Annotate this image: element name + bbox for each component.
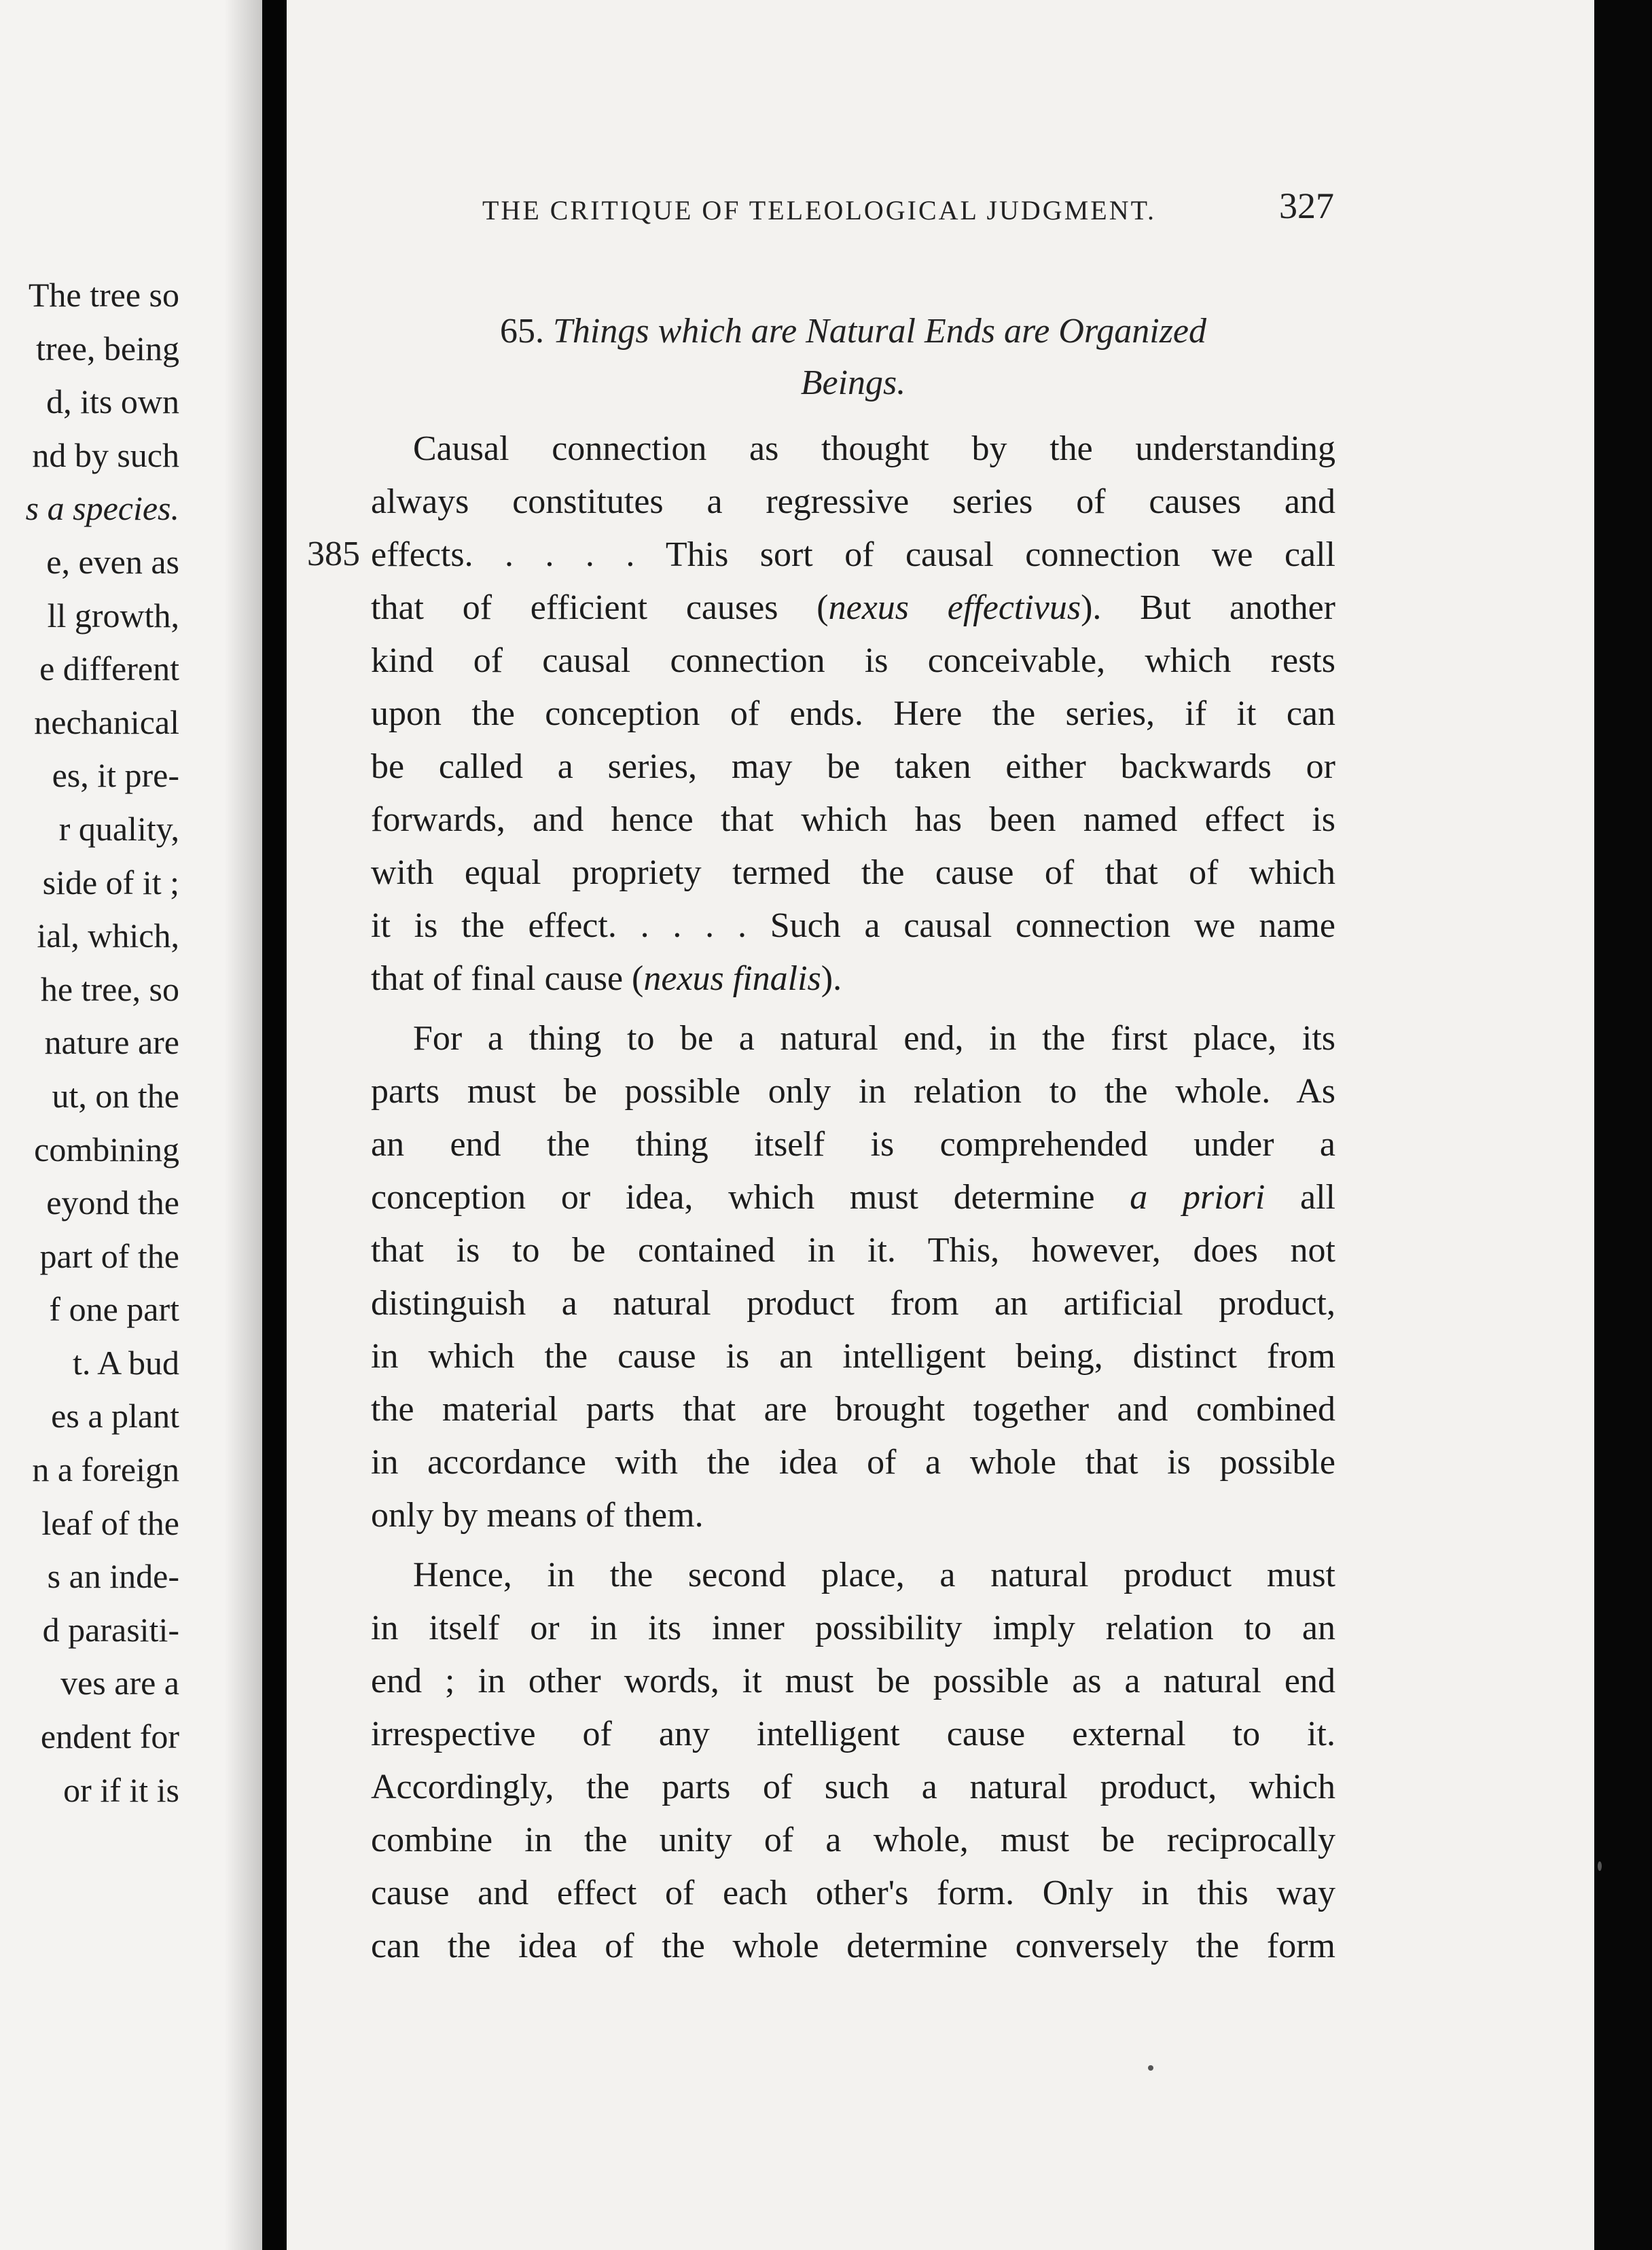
text-line: combine in the unity of a whole, must be reciprocally: [371, 1821, 1335, 1859]
latin-term: nexus effectivus: [828, 588, 1081, 627]
left-page-line: ves are a: [60, 1664, 179, 1702]
text-line: always constitutes a regressive series of causes and: [371, 482, 1335, 521]
text-line: Hence, in the second place, a natural product must: [413, 1556, 1335, 1594]
left-page-line: [0, 482, 179, 535]
left-page-line: nature are: [44, 1023, 179, 1062]
gutter-shadow: [224, 0, 262, 2250]
text-line: kind of causal connection is conceivable, which rests: [371, 641, 1335, 680]
left-page-line: s an inde-: [47, 1557, 179, 1596]
book-gutter: [262, 0, 287, 2250]
text-line: that is to be contained in it. This, however, does not: [371, 1231, 1335, 1270]
text-line: the material parts that are brought together and combined: [371, 1390, 1335, 1429]
text-line: cause and effect of each other's form. Only in this way: [371, 1874, 1335, 1912]
left-page-line-italic: s a species.: [25, 489, 179, 528]
left-page-line: f one part: [49, 1290, 179, 1329]
latin-term: a priori: [1130, 1178, 1265, 1217]
left-page-line: t. A bud: [73, 1343, 179, 1382]
section-title-line-1: Things which are Natural Ends are Organized: [552, 312, 1207, 351]
text-line: can the idea of the whole determine conversely the form: [371, 1927, 1335, 1965]
paper-speck: [1598, 1861, 1602, 1871]
left-page-line: endent for: [40, 1717, 179, 1756]
left-page-line: ial, which,: [37, 916, 179, 955]
left-page-text: [0, 268, 179, 1817]
text-segment: that of efficient causes (: [371, 588, 829, 627]
left-page-line: tree, being: [35, 329, 179, 368]
text-line: irrespective of any intelligent cause external to it.: [371, 1715, 1335, 1753]
left-page-line: ut, on the: [52, 1076, 179, 1115]
margin-reference-number: 385: [307, 535, 360, 573]
left-page-line: part of the: [39, 1236, 179, 1275]
text-line: [371, 952, 1335, 1005]
section-heading-line-1: [371, 306, 1335, 357]
text-line: upon the conception of ends. Here the series, if it can: [371, 694, 1335, 733]
text-line: distinguish a natural product from an artificial product,: [371, 1284, 1335, 1323]
left-page-line: es a plant: [51, 1397, 179, 1435]
left-page-line: leaf of the: [41, 1503, 179, 1542]
left-page-line: eyond the: [46, 1183, 179, 1222]
left-page-line: he tree, so: [40, 969, 179, 1008]
text-line: in accordance with the idea of a whole that is possible: [371, 1443, 1335, 1482]
left-page-line: e, even as: [46, 542, 179, 581]
text-segment: that of final cause (: [371, 959, 644, 998]
text-line: parts must be possible only in relation to the whole. As: [371, 1072, 1335, 1111]
text-line: end ; in other words, it must be possible as a natural end: [371, 1662, 1335, 1700]
latin-term: nexus finalis: [643, 959, 821, 998]
text-line: effects. . . . . This sort of causal connection we call: [371, 535, 1335, 574]
text-line: forwards, and hence that which has been named effect is: [371, 800, 1335, 839]
text-segment: conception or idea, which must determine: [371, 1178, 1130, 1217]
left-page-line: combining: [34, 1130, 179, 1168]
left-page-line: The tree so: [28, 276, 179, 314]
left-page-line: d parasiti-: [42, 1610, 179, 1649]
left-page-line: r quality,: [58, 809, 179, 848]
text-line: [371, 1171, 1335, 1224]
left-page: [0, 0, 262, 2250]
text-line: Causal connection as thought by the understanding: [413, 429, 1335, 468]
text-segment: ).: [821, 959, 842, 998]
section-number: 65.: [499, 312, 544, 351]
left-page-line: n a foreign: [32, 1450, 179, 1489]
left-page-line: or if it is: [63, 1770, 179, 1809]
text-line: an end the thing itself is comprehended under a: [371, 1125, 1335, 1164]
text-line: Accordingly, the parts of such a natural product, which: [371, 1768, 1335, 1806]
section-title-line-2: Beings.: [800, 363, 906, 402]
text-line: be called a series, may be taken either backwards or: [371, 747, 1335, 786]
page-number: 327: [1279, 185, 1334, 226]
running-title: THE CRITIQUE OF TELEOLOGICAL JUDGMENT.: [482, 195, 1157, 226]
left-page-line: side of it ;: [42, 863, 179, 901]
left-page-line: nd by such: [32, 435, 179, 474]
paper-speck: [1148, 2065, 1153, 2071]
left-page-line: nechanical: [34, 702, 179, 741]
text-line: with equal propriety termed the cause of that of which: [371, 853, 1335, 892]
left-page-line: d, its own: [46, 382, 179, 421]
text-line: only by means of them.: [371, 1496, 704, 1535]
running-head: [482, 185, 1334, 232]
text-line: it is the effect. . . . . Such a causal connection we name: [371, 906, 1335, 945]
text-line: [371, 582, 1335, 635]
text-line: For a thing to be a natural end, in the first place, its: [413, 1019, 1335, 1058]
left-page-line: e different: [39, 649, 179, 688]
left-page-line: ll growth,: [47, 596, 179, 635]
section-heading: [371, 306, 1335, 409]
section-heading-line-2: [371, 357, 1335, 409]
text-segment: all: [1265, 1178, 1336, 1217]
text-line: in which the cause is an intelligent being, distinct from: [371, 1337, 1335, 1376]
left-page-line: es, it pre-: [52, 756, 179, 795]
text-segment: ). But another: [1081, 588, 1335, 627]
text-line: in itself or in its inner possibility imply relation to an: [371, 1609, 1335, 1647]
